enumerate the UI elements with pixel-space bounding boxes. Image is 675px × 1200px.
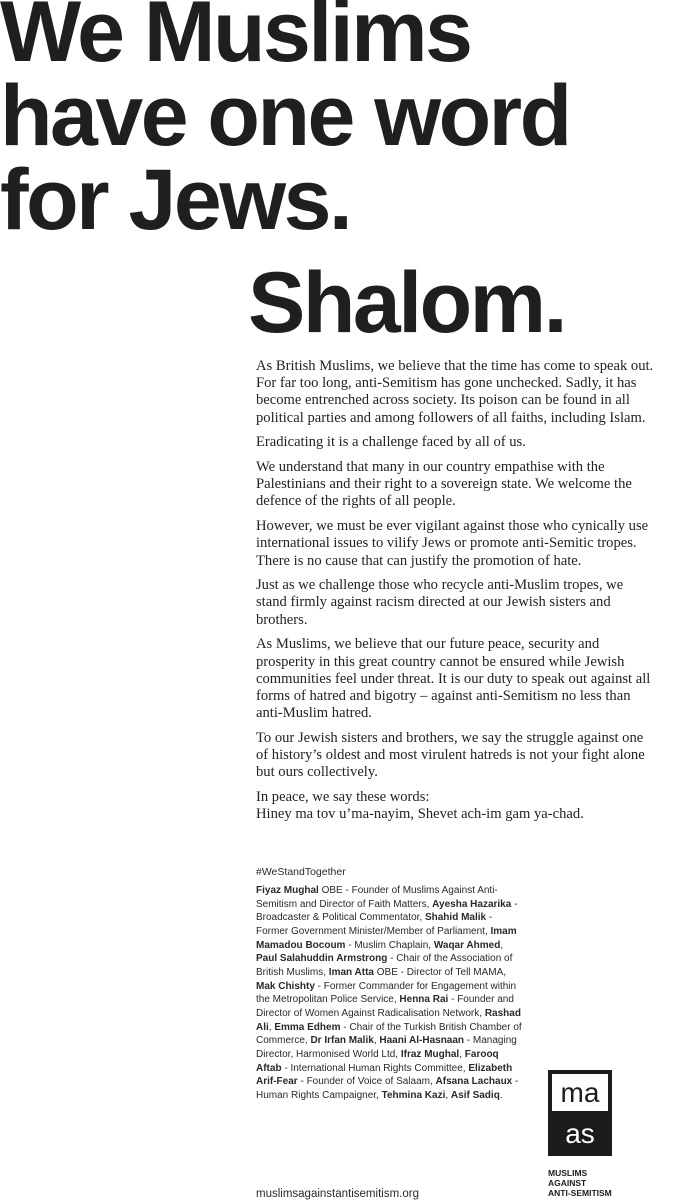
paragraph-7: To our Jewish sisters and brothers, we say the struggle against one of history’s oldest and most virulent hatreds is not your fight alone but ours collectively.: [256, 729, 645, 781]
hebrew-line: Hiney ma tov u’ma-nayim, Shevet ach-im gam ya-chad.: [256, 806, 584, 823]
maas-logo: [548, 1070, 612, 1156]
paragraph-4: However, we must be ever vigilant against those who cynically use international issues to vilify Jews or promote anti-Semitic tropes. There is no cause that can justify the promotion of hate.: [256, 518, 649, 569]
signatory-role: - Broadcaster & Political Commentator,: [256, 898, 518, 924]
signatory-role: OBE - Founder of Muslims Against Anti-Semitism and Director of Faith Matters,: [256, 885, 498, 910]
signatory-role: - Human Rights Campaigner,: [256, 1076, 519, 1101]
signatory-role: - Founder and Director of Women Against Radicalisation Network,: [256, 994, 514, 1019]
signatory-role: - Muslim Chaplain,: [345, 939, 434, 951]
signatory-name: Asif Sadiq: [450, 1089, 500, 1101]
signatory-role: - Chair of the Association of British Muslims,: [256, 953, 513, 978]
signatory-role: ,: [268, 1021, 275, 1033]
closing-paragraph: [256, 789, 656, 823]
signatory-role: - Former Commander for Engagement within the Metropolitan Police Service,: [256, 980, 517, 1006]
signatory-role: ,: [459, 1048, 465, 1060]
signatory-name: Tehmina Kazi: [381, 1089, 446, 1101]
logo-label-line-3: ANTI-SEMITISM: [548, 1188, 612, 1198]
signatory-name: Fiyaz Mughal: [256, 885, 319, 896]
signatory-name: Afsana Lachaux: [435, 1076, 513, 1088]
logo-bottom-text: as: [552, 1115, 608, 1152]
signatory-role: ,: [373, 1035, 380, 1047]
paragraph-2: Eradicating it is a challenge faced by all of us.: [256, 434, 526, 451]
signatory-role: - Chair of the Turkish British Chamber of Commerce,: [256, 1021, 522, 1047]
signatory-name: Haani Al-Hasnaan: [379, 1035, 465, 1047]
hashtag: #WeStandTogether: [256, 866, 346, 878]
signatory-role: ,: [445, 1089, 451, 1101]
signatory-name: Paul Salahuddin Armstrong: [256, 953, 388, 965]
signatory-name: Shahid Malik: [424, 912, 487, 924]
paragraph-1: As British Muslims, we believe that the time has come to speak out. For far too long, anti-Semitism has gone unchecked. Sadly, it has become entrenched across society. Its poison can be found in all political parties and among followers of all faiths, including Islam.: [256, 358, 654, 426]
logo-top-text: ma: [552, 1074, 608, 1111]
signatory-name: Iman Atta: [328, 966, 374, 978]
signatory-name: Rashad Ali: [256, 1007, 521, 1033]
signatory-name: Farooq Aftab: [256, 1048, 499, 1074]
logo-label-line-1: MUSLIMS: [548, 1168, 588, 1178]
headline-line-1: We Muslims: [0, 0, 471, 80]
signatory-name: Waqar Ahmed: [433, 939, 501, 951]
signatory-role: - Founder of Voice of Salaam,: [297, 1076, 436, 1088]
signatory-role: - Former Government Minister/Member of Parliament,: [256, 912, 493, 937]
signatory-name: Elizabeth Arif-Fear: [256, 1062, 513, 1088]
signatory-role: ,: [500, 939, 504, 951]
signatory-name: Mak Chishty: [256, 980, 315, 992]
closing-line: In peace, we say these words:: [256, 788, 430, 805]
signatory-role: - Managing Director, Harmonised World Ltd,: [256, 1035, 517, 1060]
paragraph-6: As Muslims, we believe that our future peace, security and prosperity in this great country cannot be ensured while Jewish communities feel under threat. It is our duty to speak out against all forms of hatred and bigotry – against anti-Semitism no less than anti-Muslim hatred.: [256, 636, 651, 722]
signatory-name: Henna Rai: [399, 994, 449, 1006]
signatory-name: Ifraz Mughal: [400, 1048, 460, 1060]
paragraph-5: Just as we challenge those who recycle anti-Muslim tropes, we stand firmly against racism directed at our Jewish sisters and brothers.: [256, 577, 624, 628]
signatory-name: Imam Mamadou Bocoum: [256, 925, 517, 951]
logo-label-line-2: AGAINST: [548, 1178, 587, 1188]
paragraph-3: We understand that many in our country empathise with the Palestinians and their right to a sovereign state. We welcome the defence of the rights of all people.: [256, 459, 632, 510]
signatory-name: Ayesha Hazarika: [432, 898, 512, 910]
signatory-role: OBE - Director of Tell MAMA,: [374, 966, 507, 978]
logo-label: [548, 1168, 648, 1198]
signatory-role: - International Human Rights Committee,: [281, 1062, 469, 1074]
headline-line-3: for Jews.: [0, 152, 351, 248]
signatories-list: [256, 884, 526, 1103]
signatory-role: .: [499, 1089, 503, 1101]
headline: [0, 0, 570, 248]
letter-body: [256, 358, 656, 823]
signatory-name: Emma Edhem: [274, 1021, 341, 1033]
shalom-heading: Shalom.: [248, 255, 566, 351]
headline-line-2: have one word: [0, 68, 570, 164]
website-url: muslimsagainstantisemitism.org: [256, 1188, 419, 1200]
signatory-name: Dr Irfan Malik: [310, 1035, 374, 1047]
